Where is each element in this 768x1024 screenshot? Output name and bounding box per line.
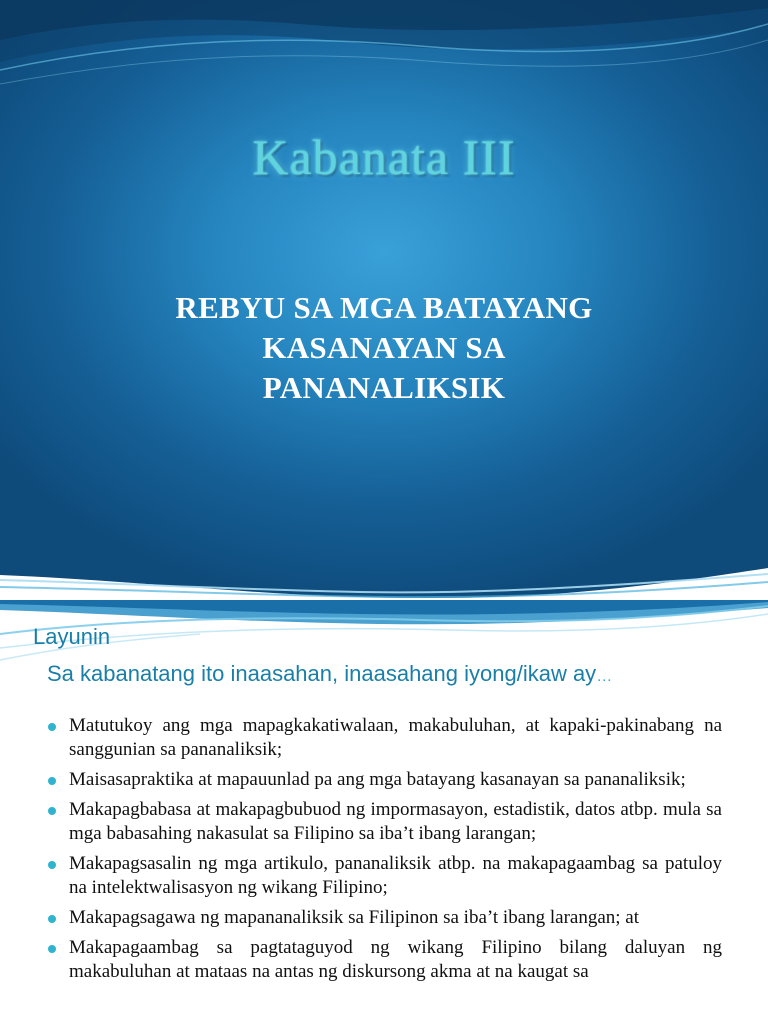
- bullet-icon: [48, 723, 56, 731]
- subtitle-line-3: PANANALIKSIK: [262, 370, 506, 405]
- list-item: [48, 714, 722, 762]
- objectives-slide: [0, 600, 768, 1024]
- list-item-text: Matutukoy ang mga mapagkakatiwalaan, makabuluhan, at kapaki-pakinabang na sanggunian sa pananaliksik;: [69, 715, 722, 760]
- list-item: [48, 906, 722, 930]
- list-item: [48, 852, 722, 900]
- list-item: [48, 936, 722, 984]
- slide-title: Kabanata III: [252, 129, 516, 185]
- bullet-icon: [48, 777, 56, 785]
- subtitle-line-2: KASANAYAN SA: [262, 330, 506, 365]
- list-item-text: Makapagbabasa at makapagbubuod ng impormasayon, estadistik, datos atbp. mula sa mga babasahing nakasulat sa Filipino sa iba’t ibang larangan;: [69, 799, 722, 844]
- objectives-intro-text: Sa kabanatang ito inaasahan, inaasahang iyong/ikaw ay: [47, 661, 597, 686]
- subtitle-line-1: REBYU SA MGA BATAYANG: [175, 290, 593, 325]
- slide-subtitle: [0, 288, 768, 408]
- objectives-list: [48, 714, 722, 990]
- objectives-ellipsis: …: [596, 668, 613, 685]
- list-item-text: Makapagsagawa ng mapananaliksik sa Filipinon sa iba’t ibang larangan; at: [69, 907, 640, 928]
- objectives-intro: [47, 661, 612, 687]
- bullet-icon: [48, 807, 56, 815]
- bullet-icon: [48, 945, 56, 953]
- list-item: [48, 768, 722, 792]
- list-item-text: Makapagaambag sa pagtataguyod ng wikang Filipino bilang daluyan ng makabuluhan at mataas na antas ng diskursong akma at na kaugat sa: [69, 937, 722, 982]
- bullet-icon: [48, 915, 56, 923]
- objectives-heading: Layunin: [33, 624, 111, 649]
- list-item: [48, 798, 722, 846]
- list-item-text: Maisasapraktika at mapauunlad pa ang mga batayang kasanayan sa pananaliksik;: [69, 769, 686, 790]
- bullet-icon: [48, 861, 56, 869]
- list-item-text: Makapagsasalin ng mga artikulo, pananaliksik atbp. na makapagaambag sa patuloy na intelektwalisasyon ng wikang Filipino;: [69, 853, 722, 898]
